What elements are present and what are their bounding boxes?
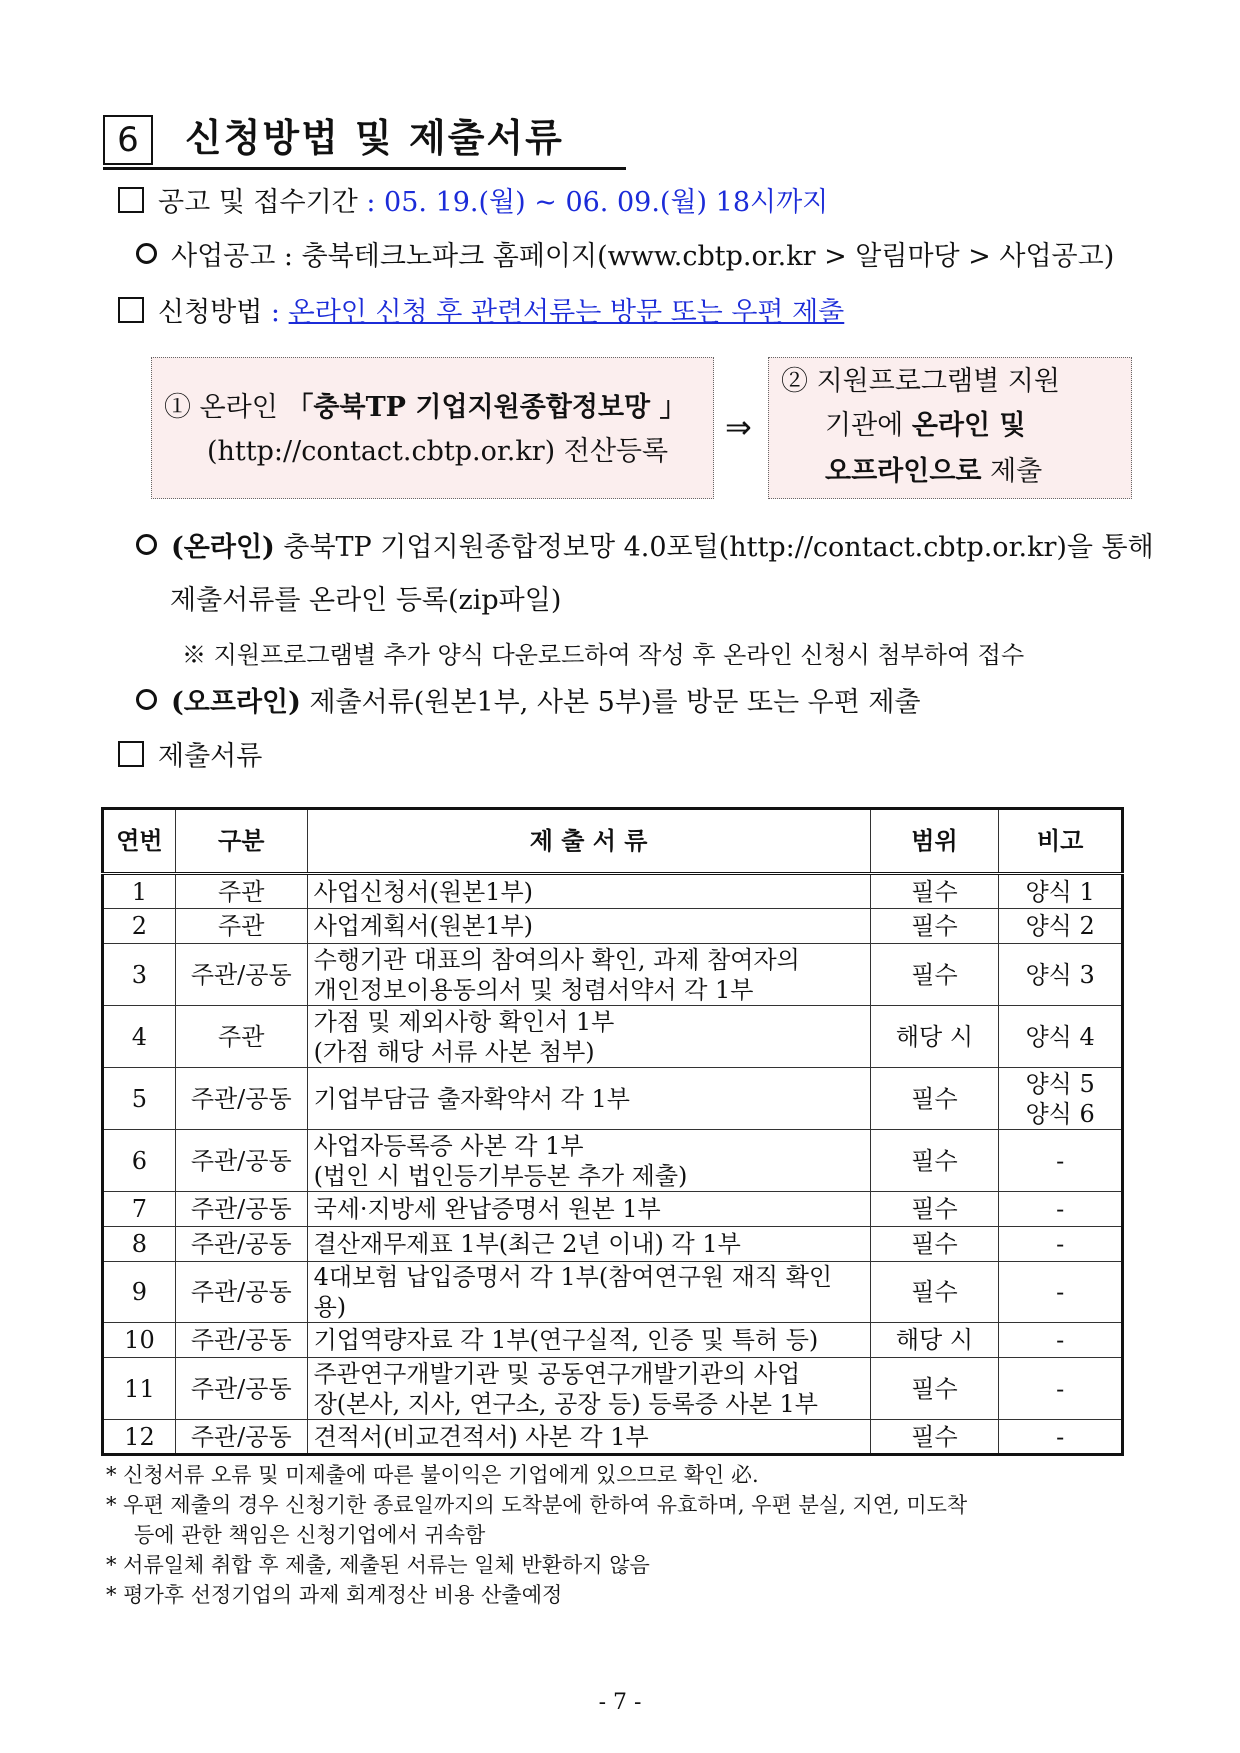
cell-scope: 필수 xyxy=(870,874,999,909)
cell-remarks: - xyxy=(999,1130,1123,1192)
cell-document: 가점 및 제외사항 확인서 1부 (가점 해당 서류 사본 첨부) xyxy=(307,1006,870,1068)
table-header-row xyxy=(103,809,1123,874)
cell-category: 주관/공동 xyxy=(175,1358,307,1420)
square-bullet-icon xyxy=(118,187,144,213)
cell-category: 주관/공동 xyxy=(175,1420,307,1455)
cell-remarks: 양식 3 xyxy=(999,944,1123,1006)
cell-category: 주관 xyxy=(175,1006,307,1068)
step2-line2 xyxy=(825,406,1026,446)
header-documents: 제 출 서 류 xyxy=(307,809,870,874)
step2-offline: 오프라인으로 xyxy=(825,456,982,487)
step1-line1 xyxy=(164,388,687,428)
step1-box xyxy=(151,357,714,499)
table-row xyxy=(103,1358,1123,1420)
section-number: 6 xyxy=(103,115,153,165)
table-row xyxy=(103,1323,1123,1358)
cell-serial: 10 xyxy=(103,1323,176,1358)
step-arrow-icon: ⇒ xyxy=(725,408,752,446)
cell-document: 사업신청서(원본1부) xyxy=(307,874,870,909)
method-label: 신청방법 xyxy=(158,297,263,328)
table-row xyxy=(103,944,1123,1006)
online-line1 xyxy=(136,528,1154,568)
cell-serial: 12 xyxy=(103,1420,176,1455)
cell-remarks: - xyxy=(999,1358,1123,1420)
step2-line1: ② 지원프로그램별 지원 xyxy=(781,366,1060,397)
note-item: * 우편 제출의 경우 신청기한 종료일까지의 도착분에 한하여 유효하며, 우편 분실, 지연, 미도착 xyxy=(106,1493,968,1517)
cell-remarks: - xyxy=(999,1262,1123,1323)
cell-remarks: 양식 5 양식 6 xyxy=(999,1068,1123,1130)
docs-heading-line xyxy=(118,737,262,777)
online-text: 충북TP 기업지원종합정보망 4.0포털(http://contact.cbtp.or.kr)을 통해 xyxy=(274,532,1154,563)
cell-category: 주관/공동 xyxy=(175,1130,307,1192)
period-separator: : xyxy=(366,187,376,218)
cell-serial: 5 xyxy=(103,1068,176,1130)
circle-bullet-icon xyxy=(136,534,157,555)
note-item: * 신청서류 오류 및 미제출에 따른 불이익은 기업에게 있으므로 확인 必. xyxy=(106,1463,759,1487)
cell-scope: 필수 xyxy=(870,909,999,944)
offline-line xyxy=(136,683,921,723)
cell-scope: 해당 시 xyxy=(870,1323,999,1358)
cell-category: 주관/공동 xyxy=(175,1227,307,1262)
method-value: 온라인 신청 후 관련서류는 방문 또는 우편 제출 xyxy=(288,297,845,328)
table-row xyxy=(103,1068,1123,1130)
cell-document: 사업자등록증 사본 각 1부 (법인 시 법인등기부등본 추가 제출) xyxy=(307,1130,870,1192)
cell-remarks: 양식 1 xyxy=(999,874,1123,909)
table-row xyxy=(103,1262,1123,1323)
step1-prefix: ① 온라인 xyxy=(164,392,287,423)
offline-text: 제출서류(원본1부, 사본 5부)를 방문 또는 우편 제출 xyxy=(300,687,921,718)
note-item: 등에 관한 책임은 신청기업에서 귀속함 xyxy=(134,1523,486,1547)
page-number: - 7 - xyxy=(598,1690,642,1715)
cell-serial: 1 xyxy=(103,874,176,909)
table-row xyxy=(103,1420,1123,1455)
step2-submit: 제출 xyxy=(981,456,1043,487)
period-label: 공고 및 접수기간 xyxy=(158,187,358,218)
cell-remarks: - xyxy=(999,1420,1123,1455)
cell-category: 주관 xyxy=(175,909,307,944)
table-row xyxy=(103,1227,1123,1262)
period-value: 05. 19.(월) ~ 06. 09.(월) 18시까지 xyxy=(384,187,829,218)
announcement-line xyxy=(136,237,1114,277)
header-scope: 범위 xyxy=(870,809,999,874)
section-title-underline xyxy=(103,167,626,170)
header-category: 구분 xyxy=(175,809,307,874)
online-note: ※ 지원프로그램별 추가 양식 다운로드하여 작성 후 온라인 신청시 첨부하여 접수 xyxy=(182,641,1025,669)
notes xyxy=(106,1460,967,1610)
cell-scope: 필수 xyxy=(870,1420,999,1455)
step2-prefix: 기관에 xyxy=(825,410,912,441)
cell-document: 기업역량자료 각 1부(연구실적, 인증 및 특허 등) xyxy=(307,1323,870,1358)
table-row xyxy=(103,1006,1123,1068)
cell-category: 주관/공동 xyxy=(175,1323,307,1358)
cell-scope: 해당 시 xyxy=(870,1006,999,1068)
table-row xyxy=(103,874,1123,909)
cell-scope: 필수 xyxy=(870,944,999,1006)
cell-category: 주관/공동 xyxy=(175,1068,307,1130)
circle-bullet-icon xyxy=(136,689,157,710)
cell-scope: 필수 xyxy=(870,1130,999,1192)
cell-scope: 필수 xyxy=(870,1068,999,1130)
cell-document: 기업부담금 출자확약서 각 1부 xyxy=(307,1068,870,1130)
period-line xyxy=(118,183,828,223)
circle-bullet-icon xyxy=(136,243,157,264)
cell-scope: 필수 xyxy=(870,1358,999,1420)
cell-remarks: - xyxy=(999,1227,1123,1262)
cell-document: 수행기관 대표의 참여의사 확인, 과제 참여자의 개인정보이용동의서 및 청렴서약서 각 1부 xyxy=(307,944,870,1006)
cell-serial: 6 xyxy=(103,1130,176,1192)
cell-category: 주관 xyxy=(175,874,307,909)
cell-remarks: - xyxy=(999,1323,1123,1358)
cell-scope: 필수 xyxy=(870,1192,999,1227)
docs-heading: 제출서류 xyxy=(158,741,263,772)
method-line xyxy=(118,293,844,333)
square-bullet-icon xyxy=(118,741,144,767)
header-remarks: 비고 xyxy=(999,809,1123,874)
cell-document: 사업계획서(원본1부) xyxy=(307,909,870,944)
cell-remarks: - xyxy=(999,1192,1123,1227)
header-serial: 연번 xyxy=(103,809,176,874)
online-tag: (온라인) xyxy=(171,532,275,563)
cell-serial: 7 xyxy=(103,1192,176,1227)
method-separator: : xyxy=(270,297,281,328)
table-row xyxy=(103,909,1123,944)
cell-serial: 11 xyxy=(103,1358,176,1420)
table-body xyxy=(103,874,1123,1455)
online-line2: 제출서류를 온라인 등록(zip파일) xyxy=(170,585,562,616)
step1-line2: (http://contact.cbtp.or.kr) 전산등록 xyxy=(207,436,669,467)
cell-scope: 필수 xyxy=(870,1227,999,1262)
cell-category: 주관/공동 xyxy=(175,1262,307,1323)
section-title: 신청방법 및 제출서류 xyxy=(185,116,564,160)
cell-serial: 2 xyxy=(103,909,176,944)
cell-document: 주관연구개발기관 및 공동연구개발기관의 사업 장(본사, 지사, 연구소, 공장 등) 등록증 사본 1부 xyxy=(307,1358,870,1420)
cell-document: 국세·지방세 완납증명서 원본 1부 xyxy=(307,1192,870,1227)
square-bullet-icon xyxy=(118,297,144,323)
cell-category: 주관/공동 xyxy=(175,944,307,1006)
note-item: * 서류일체 취합 후 제출, 제출된 서류는 일체 반환하지 않음 xyxy=(106,1553,650,1577)
cell-serial: 3 xyxy=(103,944,176,1006)
cell-remarks: 양식 2 xyxy=(999,909,1123,944)
cell-document: 4대보험 납입증명서 각 1부(참여연구원 재직 확인용) xyxy=(307,1262,870,1323)
cell-serial: 8 xyxy=(103,1227,176,1262)
cell-document: 견적서(비교견적서) 사본 각 1부 xyxy=(307,1420,870,1455)
cell-document: 결산재무제표 1부(최근 2년 이내) 각 1부 xyxy=(307,1227,870,1262)
table-row xyxy=(103,1192,1123,1227)
cell-scope: 필수 xyxy=(870,1262,999,1323)
cell-remarks: 양식 4 xyxy=(999,1006,1123,1068)
step2-online-and: 온라인 및 xyxy=(911,410,1026,441)
cell-category: 주관/공동 xyxy=(175,1192,307,1227)
step2-box xyxy=(768,357,1132,499)
table-row xyxy=(103,1130,1123,1192)
announcement-text: 사업공고 : 충북테크노파크 홈페이지(www.cbtp.or.kr > 알림마당 > 사업공고) xyxy=(171,241,1115,272)
step1-portal-name: 「충북TP 기업지원종합정보망 」 xyxy=(286,392,687,423)
cell-serial: 4 xyxy=(103,1006,176,1068)
step2-line3 xyxy=(825,452,1042,492)
note-item: * 평가후 선정기업의 과제 회계정산 비용 산출예정 xyxy=(106,1583,563,1607)
offline-tag: (오프라인) xyxy=(171,687,301,718)
cell-serial: 9 xyxy=(103,1262,176,1323)
documents-table xyxy=(101,807,1124,1456)
